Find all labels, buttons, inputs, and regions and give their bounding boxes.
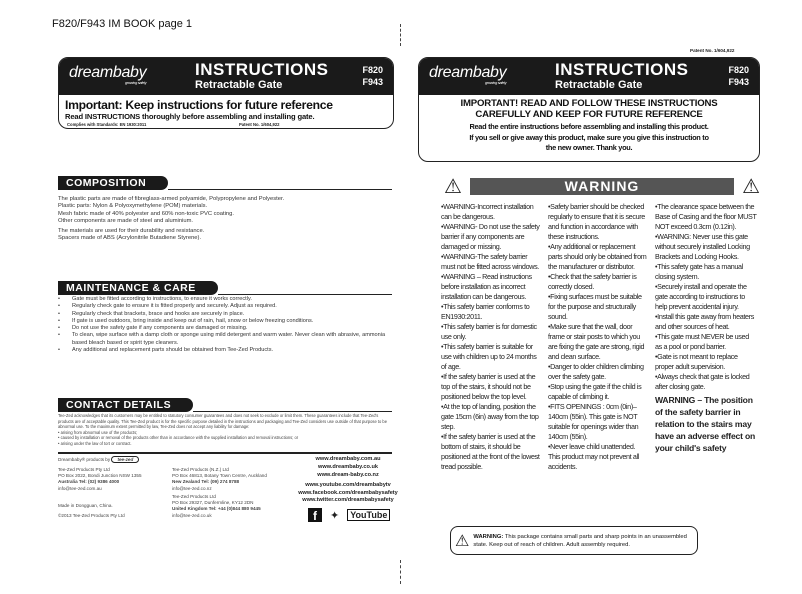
patent-number: Patent No. 1/604,922 [690, 48, 735, 53]
maintenance-list [58, 296, 388, 354]
warning-item: •Always check that gate is locked after closing gate. [655, 372, 750, 391]
maintenance-heading: MAINTENANCE & CARE [58, 281, 218, 295]
warning-item: •This safety barrier is suitable for use with children up to 24 months of age. [441, 342, 537, 371]
warning-banner [444, 176, 760, 198]
crop-mark [400, 560, 401, 584]
maintenance-item: • To clean, wipe surface with a damp cloth or sponge using mild detergent and warm water. Never clean with abrasive, ammonia based bleach based or spirit type cleaners. [58, 332, 388, 347]
social-link[interactable]: www.youtube.com/dreambabytv [305, 482, 391, 488]
warning-item: •WARNING-The safety barrier must not be fitted across windows. [441, 252, 539, 271]
address-line: info@tee-zed.com.au [58, 485, 102, 491]
address-line: Australia Tel: (02) 9386 4000 [58, 479, 120, 485]
instructions-title: INSTRUCTIONS [195, 60, 329, 79]
composition-line: Plastic parts: Nylon & Polyoxymethylene (POM) materials. [58, 203, 208, 210]
warning-item: •Securely install and operate the gate according to instructions to help prevent accidental injury. [655, 282, 747, 311]
youtube-icon[interactable]: YouTube [347, 509, 390, 521]
read-notice: Read the entire instructions before assembling and installing this product. If you sell or give away this product, make sure you give this instruction to the new owner. Thank you. [469, 122, 709, 152]
twitter-icon[interactable]: ✦ [330, 509, 340, 522]
warning-item: •This safety barrier conforms to EN1930:2011. [441, 302, 530, 321]
address-line: Tee-Zed Products Pty Ltd [58, 467, 110, 472]
patent-text: Patent No. 1/604,922 [239, 122, 280, 127]
stairs-warning: WARNING – The position of the safety barrier in relation to the stairs may have an adverse effect on your child's safety [655, 395, 756, 453]
address-line: New Zealand Tel: (09) 274 8788 [172, 479, 240, 485]
right-header-box [418, 57, 760, 162]
composition-heading-row [58, 176, 392, 190]
composition-line: Other components are made of steel and aluminium. [58, 218, 194, 225]
warning-triangle-icon: ⚠ [444, 176, 462, 198]
product-codes: F820 F943 [362, 65, 383, 87]
copyright: ©2013 Tee-Zed Products Pty Ltd [58, 513, 125, 518]
warning-column-2 [548, 202, 650, 472]
warning-item: This product may not prevent all accidents. [548, 452, 640, 471]
warning-column-1 [441, 202, 543, 472]
warning-item: •This gate must NEVER be used as a pool or pond barrier. [655, 332, 749, 351]
maintenance-item: • Any additional and replacement parts should be obtained from Tee-Zed Products. [58, 347, 388, 354]
website-links [296, 455, 400, 479]
warning-item: •This safety gate has a manual closing system. [655, 262, 743, 281]
warning-item: •Check that the safety barrier is correctly closed. [548, 272, 637, 291]
important-notice: Important: Keep instructions for future reference [65, 98, 333, 112]
social-links [296, 482, 400, 505]
facebook-icon[interactable]: f [308, 508, 322, 522]
social-link[interactable]: www.facebook.com/dreambabysafety [298, 489, 398, 496]
standards-row [59, 121, 393, 128]
composition-heading: COMPOSITION [58, 176, 168, 190]
instructions-title: INSTRUCTIONS [555, 60, 689, 79]
divider [58, 452, 392, 454]
product-codes: F820 F943 [728, 65, 749, 87]
warning-item: •Never leave child unattended. [548, 442, 636, 451]
composition-line: Mesh fabric made of 40% polyester and 60% non-toxic PVC coating. [58, 210, 234, 217]
address-line: info@tee-zed.co.uk [172, 512, 212, 518]
document-title: F820/F943 IM BOOK page 1 [52, 18, 193, 30]
new-zealand-contact [172, 467, 267, 492]
package-warning: WARNING: This package contains small parts and sharp points in an unassembled state. Keep out of reach of children. Adult assembly required. [473, 533, 687, 548]
legal-text [58, 413, 392, 447]
address-line: Tee-Zed Products Ltd [172, 494, 216, 499]
warning-item: •Safety barrier should be checked regularly to ensure that it is secure and function in accordance with these instructions. [548, 202, 645, 241]
warning-item: •Make sure that the wall, door frame or stair posts to which you are fixing the gate are strong, rigid and clean surface. [548, 322, 645, 361]
standards-text: Complies with Standards: EN 1930:2011 [67, 122, 147, 127]
address-line: PO Box 2022, Bondi Junction NSW 1355 [58, 473, 142, 479]
maintenance-heading-row [58, 281, 392, 295]
legal-line: • arising from abnormal use of the products; [58, 429, 138, 435]
warning-triangle-icon: ⚠ [455, 532, 470, 550]
warning-item: •WARNING- Do not use the safety barrier if any components are damaged or missing. [441, 222, 540, 251]
social-link[interactable]: www.twitter.com/dreambabysafety [302, 497, 394, 504]
warning-item: •If the safety barrier is used at the bottom of stairs, it should be positioned at the front of the lowest tread possible. [441, 432, 540, 471]
website-link[interactable]: www.dream-baby.co.nz [317, 472, 379, 478]
contact-heading: CONTACT DETAILS [58, 398, 193, 412]
products-by: Dreambaby® products by tee-zed [58, 456, 139, 463]
made-in: Made in Dongguan, China. [58, 503, 113, 508]
address-line: United Kingdom Tel: +44 (0)844 880 9445 [172, 506, 261, 512]
warning-triangle-icon: ⚠ [742, 176, 760, 198]
important-notice: IMPORTANT! READ AND FOLLOW THESE INSTRUCTIONS CAREFULLY AND KEEP FOR FUTURE REFERENCE [460, 98, 718, 120]
warning-item: •At the top of landing, position the gate 15cm (6in) away from the top step. [441, 402, 539, 431]
product-subtitle: Retractable Gate [195, 79, 283, 91]
contact-heading-row [58, 398, 392, 412]
address-line: Tee-Zed Products (N.Z.) Ltd [172, 467, 229, 472]
warning-item: •Stop using the gate if the child is capable of climbing it. [548, 382, 642, 401]
left-header-box [58, 57, 394, 129]
warning-item: •Any additional or replacement parts should only be obtained from the manufacturer or distributor. [548, 242, 647, 271]
warning-item: •This safety barrier is for domestic use only. [441, 322, 537, 341]
website-link[interactable]: www.dreambaby.co.uk [318, 464, 378, 470]
maintenance-item: • Gate must be fitted according to instructions, to ensure it works correctly. [58, 296, 388, 303]
legal-line: • arising under the law of tort or contract. [58, 440, 132, 446]
warning-item: •WARNING: Never use this gate without securely installed Locking Brackets and Locking Hooks. [655, 232, 750, 261]
address-line: PO Box 29327, Dunfermline, KY12 2DN [172, 500, 254, 506]
australia-contact [58, 467, 142, 492]
maintenance-item: • Regularly check that brackets, brace and hooks are securely in place. [58, 311, 388, 318]
maintenance-item: • Do not use the safety gate if any components are damaged or missing. [58, 325, 388, 332]
warning-item: •Fixing surfaces must be suitable for the purpose and structurally sound. [548, 292, 642, 321]
warning-item: •Gate is not meant to replace proper adult supervision. [655, 352, 738, 371]
crop-mark [400, 24, 401, 46]
uk-contact [172, 494, 261, 519]
warning-item: •WARNING – Read instructions before installation as incorrect installation can be dangerous. [441, 272, 532, 301]
website-link[interactable]: www.dreambaby.com.au [315, 456, 381, 462]
composition-line: Spacers made of ABS (Acrylonitrile Butadiene Styrene). [58, 235, 202, 242]
address-line: PO Box 46813, Botany Town Centre, Auckland [172, 473, 267, 479]
composition-line: The materials are used for their durability and resistance. [58, 227, 205, 234]
tee-zed-logo: tee-zed [111, 456, 139, 463]
dreambaby-logo: dreambaby growing safely [429, 64, 507, 85]
product-subtitle: Retractable Gate [555, 79, 643, 91]
maintenance-item: • If gate is used outdoors, bring inside and keep out of rain, hail, snow or below freezing conditions. [58, 318, 388, 325]
composition-text [58, 196, 392, 242]
package-warning-box [450, 526, 698, 555]
read-notice: Read INSTRUCTIONS thoroughly before assembling and installing gate. [65, 112, 315, 121]
legal-line: Tee-Zed acknowledges that its customers may be entitled to statutory consumer guarantees and does not seek to exclude or limit them. These guarantees include that Tee-Zed's products are of acceptable quality. This Tee-Zed product is for the specific purpose detailed in the instructions and packaging and Tee-Zed considers use outside of that purpose to be abnormal use. To the maximum extent permitted by law, Tee-Zed does not accept any liability for damage: [58, 413, 387, 430]
warning-column-3 [655, 202, 757, 454]
warning-item: •Install this gate away from heaters and other sources of heat. [655, 312, 754, 331]
warning-item: •Danger to older children climbing over the safety gate. [548, 362, 644, 381]
legal-line: • caused by installation or removal of the products other than in accordance with the supplied installation and removal instructions; or [58, 435, 299, 441]
maintenance-item: • Regularly check gate to ensure it is fitted properly and securely. Adjust as required. [58, 303, 388, 310]
warning-title: WARNING [470, 178, 734, 195]
warning-item: •FITS OPENINGS : 0cm (0in)–140cm (55in). This gate is NOT suitable for openings wider than 140cm (55in). [548, 402, 639, 441]
dreambaby-logo: dreambaby growing safely [69, 64, 147, 85]
address-line: info@tee-zed.co.nz [172, 485, 212, 491]
composition-line: The plastic parts are made of fibreglass-armed polyamide, Polypropylene and Polyester. [58, 196, 285, 202]
warning-item: •If the safety barrier is used at the top of the stairs, it should not be positioned below the top level. [441, 372, 536, 401]
social-icons [308, 508, 390, 522]
warning-item: •The clearance space between the Base of Casing and the floor MUST NOT exceed 0.3cm (0.12in). [655, 202, 757, 231]
warning-item: •WARNING-Incorrect installation can be dangerous. [441, 202, 534, 221]
